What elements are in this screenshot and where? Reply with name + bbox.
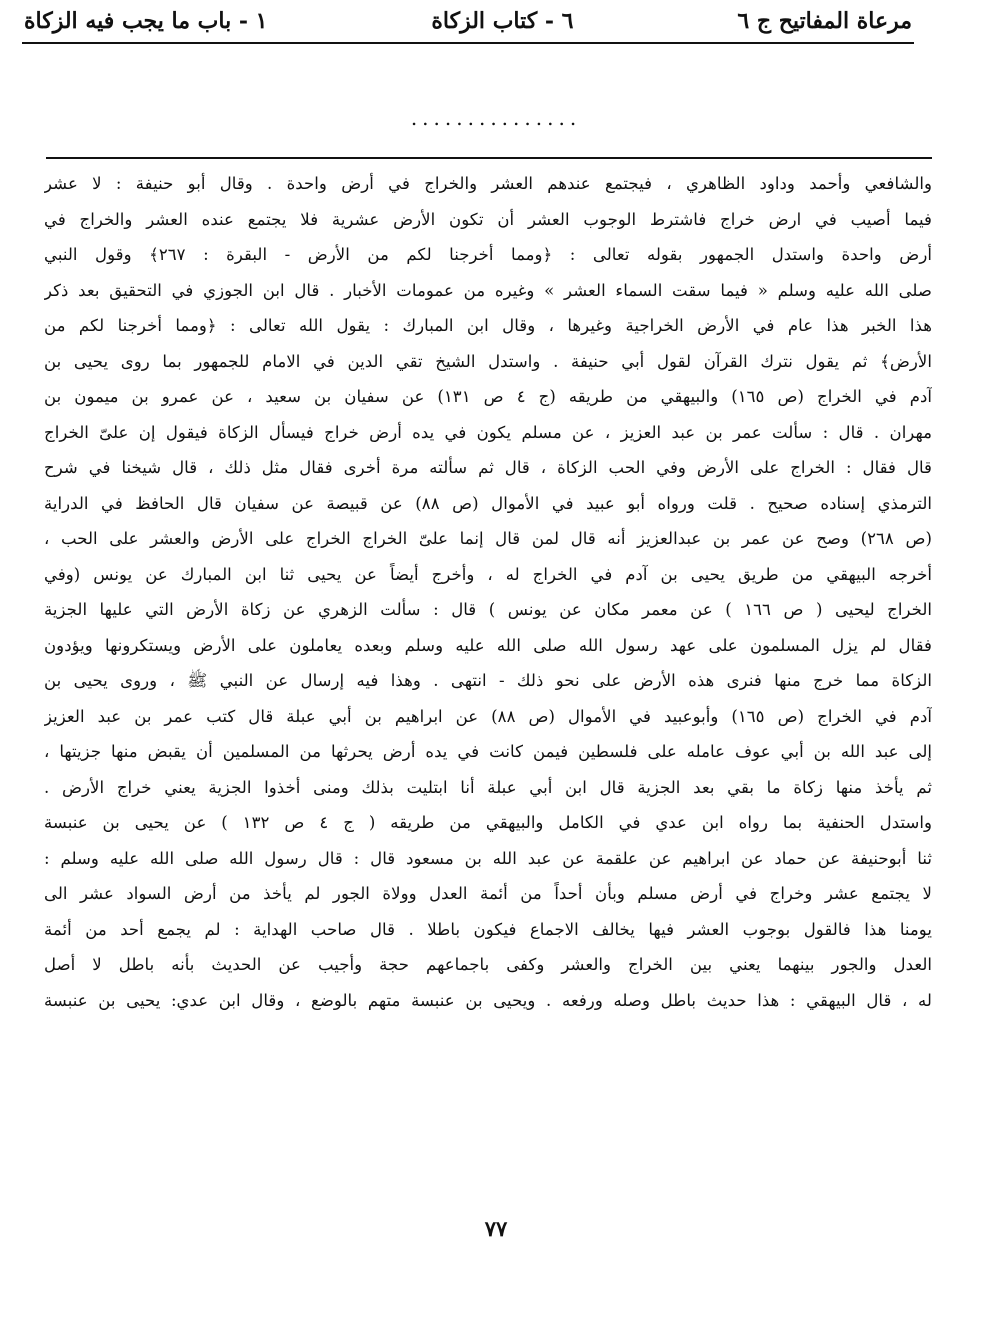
chapter-title: ٦ - كتاب الزكاة — [431, 8, 574, 34]
text-line: الأرض﴾ ثم يقول نترك القرآن لقول أبي حنيفة . واستدل الشيخ تقي الدين في الامام للجمهور بما روى يحيى بن — [44, 351, 932, 371]
text-line: فيما أصيب في ارض خراج فاشترط الوجوب العشر أن تكون الأرض عشرية فلا يجتمع عنده العشر والخراج في — [44, 209, 932, 229]
text-line: صلى الله عليه وسلم « فيما سقت السماء العشر » وغيره من عمومات الأخبار . قال ابن الجوزي في التحقيق بعد ذكر — [44, 280, 932, 300]
book-title: مرعاة المفاتيح ج ٦ — [737, 8, 912, 34]
body-text — [44, 166, 932, 1018]
text-line: يومنا هذا فالقول بوجوب العشر فيها يخالف الاجماع فيكون باطلا . قال صاحب الهداية : لم يجمع أحد من أئمة — [44, 919, 932, 939]
text-line: ثم يأخذ منها زكاة ما بقي بعد الجزية قال ابن أبي عبلة أنا ابتليت بذلك ومنى أخذوا الجزية يعني خراج الأرض . — [44, 777, 932, 797]
text-line: آدم في الخراج (ص ١٦٥) وأبوعبيد في الأموال (ص ٨٨) عن ابراهيم بن أبي عبلة قال كتب عمر بن عبد العزيز — [44, 706, 932, 726]
text-line: أرض واحدة واستدل الجمهور بقوله تعالى : ﴿ومما أخرجنا لكم من الأرض - البقرة : ٢٦٧﴾ وقول النبي — [44, 245, 932, 264]
text-line: العدل والجور بينهما يعني بين الخراج والعشر وكفى باجماعهم حجة وأجيب عن الحديث بأنه باطل لا أصل — [44, 955, 932, 974]
text-line: ثنا أبوحنيفة عن حماد عن ابراهيم عن علقمة عن عبد الله بن مسعود قال : قال رسول الله صلى الله عليه وسلم : — [44, 848, 932, 868]
text-line: والشافعي وأحمد وداود الظاهري ، فيجتمع عندهم العشر والخراج في أرض واحدة . وقال أبو حنيفة : لا عشر — [44, 174, 932, 193]
text-line: مهران . قال : سألت عمر بن عبد العزيز ، عن مسلم يكون في يده أرض خراج فيسأل الزكاة فيقول إن علىّ الخراج — [44, 422, 932, 442]
text-line: آدم في الخراج (ص ١٦٥) والبيهقي من طريقه (ج ٤ ص ١٣١) عن سفيان بن سعيد ، عن عمرو بن ميمون بن — [44, 387, 932, 406]
text-line: (ص ٢٦٨) وصح عن عمر بن عبدالعزيز أنه قال لمن قال إنما علىّ الخراج الخراج على الأرض والعشر على الحب ، — [44, 529, 932, 548]
text-line: لا يجتمع عشر وخراج في أرض مسلم وبأن أحداً من أئمة العدل وولاة الجور لم يأخذ من أرض السواد عشر الى — [44, 884, 932, 903]
page-number: ٧٧ — [484, 1216, 508, 1241]
text-line: أخرجه البيهقي من طريق يحيى بن آدم في الخراج له ، وأخرج أيضاً عن يحيى ثنا ابن المبارك عن يونس (وفي — [44, 564, 932, 584]
running-header — [24, 4, 912, 38]
text-line: له ، قال البيهقي : هذا حديث باطل وصله ورفعه . ويحيى بن عنبسة متهم بالوضع ، وقال ابن عدي: يحيى بن عنبسة — [44, 990, 932, 1010]
text-line: قال فقال : الخراج على الأرض وفي الحب الزكاة ، قال ثم سألته مرة أخرى فقال مثل ذلك ، قال شيخنا في شرح — [44, 458, 932, 477]
separator-dots: ............... — [410, 106, 582, 130]
text-line: هذا الخبر هذا عام في الأرض الخراجية وغيرها ، وقال ابن المبارك : يقول الله تعالى : ﴿ومما أخرجنا لكم من — [44, 316, 932, 335]
text-line: واستدل الحنفية بما رواه ابن عدي في الكامل والبيهقي من طريقه ( ج ٤ ص ١٣٢ ) عن يحيى بن عنبسة — [44, 813, 932, 832]
text-line: فقال لم يزل المسلمون على عهد رسول الله صلى الله عليه وسلم وبعده يعاملون على الأرض ويستكرونها ويؤدون — [44, 635, 932, 655]
text-line: الترمذي إسناده صحيح . قلت ورواه أبو عبيد في الأموال (ص ٨٨) عن قبيصة عن سفيان قال الحافظ في الدراية — [44, 493, 932, 513]
text-line: الخراج ليحيى ( ص ١٦٦ ) عن معمر مكان عن يونس ) قال : سألت الزهري عن زكاة الأرض التي عليها الجزية — [44, 600, 932, 619]
body-rule — [46, 157, 932, 159]
text-line: الزكاة مما خرج منها فنرى هذه الأرض على نحو ذلك - انتهى . وهذا فيه إرسال عن النبي ﷺ ، وروى يحيى بن — [44, 671, 932, 690]
section-title: ١ - باب ما يجب فيه الزكاة — [24, 8, 268, 34]
header-rule — [22, 42, 914, 44]
text-line: إلى عبد الله بن أبي عوف عامله على فلسطين فيمن كانت في يده أرض يحرثها من المسلمين أن يقبض منها جزيتها ، — [44, 742, 932, 761]
